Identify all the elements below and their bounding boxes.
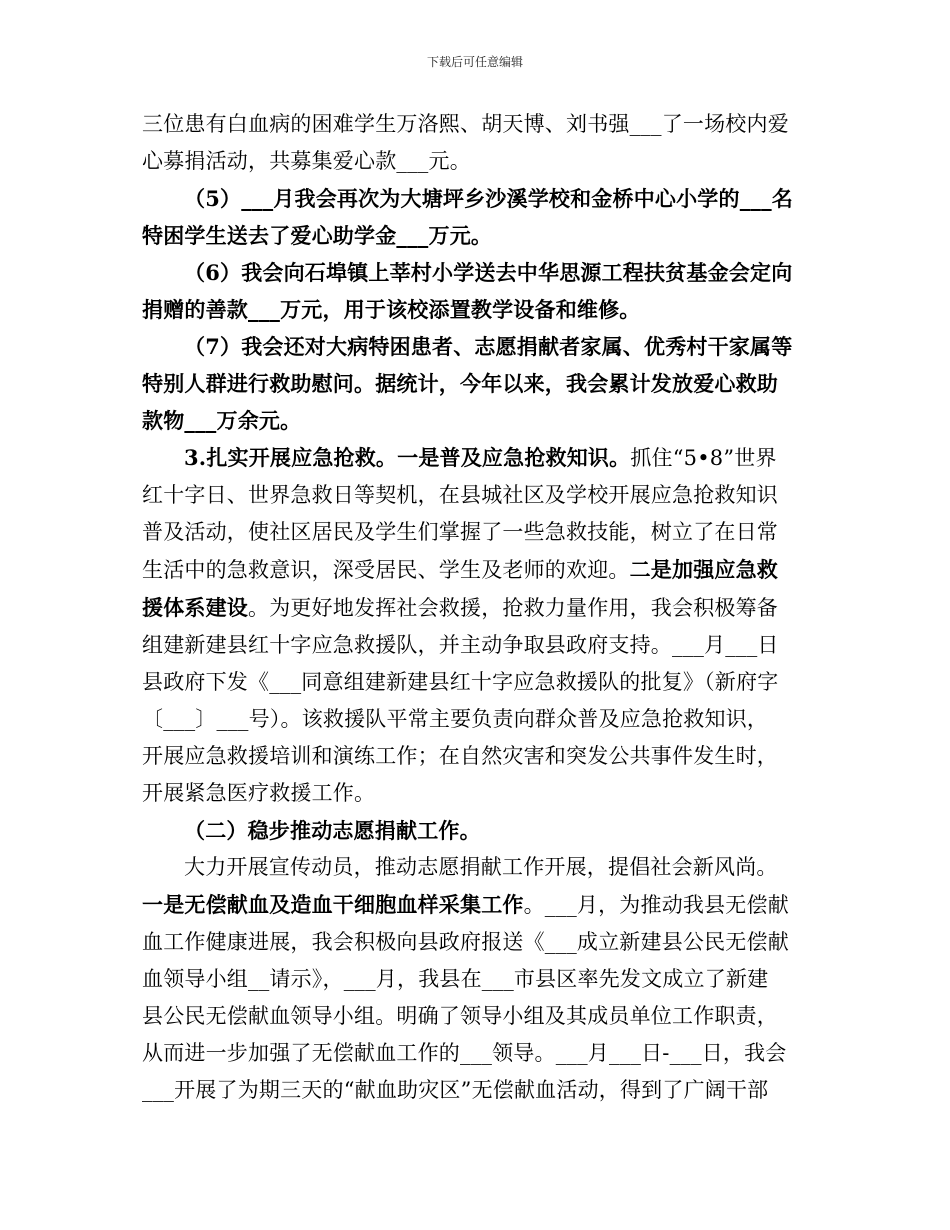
section-heading: （二）稳步推动志愿捐献工作。 [184,818,481,843]
paragraph-line: 开展紧急医疗救援工作。 [142,781,376,805]
text-run: 抓住“5•8”世界 [630,446,777,470]
document-body [142,106,812,1109]
paragraph-line: 款物___万余元。 [142,408,302,433]
paragraph-line: 心募捐活动，共募集爱心款___元。 [142,149,471,173]
paragraph-line: 县政府下发《___同意组建新建县红十字应急救援队的批复》（新府字 [142,670,779,694]
paragraph-line: 红十字日、世界急救日等契机，在县城社区及学校开展应急抢救知识 [142,483,778,507]
paragraph-line: 大力开展宣传动员，推动志愿捐献工作开展，提倡社会新风尚。 [184,855,778,879]
paragraph-line [142,551,812,589]
paragraph-line: （6）我会向石埠镇上莘村小学送去中华思源工程扶贫基金会定向 [184,260,793,285]
text-run: 生活中的急救意识，深受居民、学生及老师的欢迎。 [142,558,630,582]
text-run: 。为更好地发挥社会救援，抢救力量作用，我会积极筹备 [248,596,778,620]
paragraph-line: 组建新建县红十字应急救援队，并主动争取县政府支持。___月___日 [142,633,779,657]
paragraph-line: 血领导小组__请示》，___月，我县在___市县区率先发文成立了新建 [142,967,769,991]
paragraph-line: 普及活动，使社区居民及学生们掌握了一些急救技能，树立了在日常 [142,520,778,544]
paragraph-line: （7）我会还对大病特困患者、志愿捐献者家属、优秀村干家属等 [184,334,793,359]
paragraph-line: 开展应急救援培训和演练工作；在自然灾害和突发公共事件发生时， [142,744,778,768]
paragraph-line: 特困学生送去了爱心助学金___万元。 [142,223,493,248]
paragraph-line: 血工作健康进展，我会积极向县政府报送《___成立新建县公民无偿献 [142,930,789,954]
page-header: 下载后可任意编辑 [426,55,523,69]
paragraph-line: 捐赠的善款___万元，用于该校添置教学设备和维修。 [142,297,641,322]
bold-run: 二是加强应急救 [629,557,779,582]
paragraph-line [142,886,812,924]
paragraph-line: 〔___〕___号）。该救援队平常主要负责向群众普及应急抢救知识， [142,707,769,731]
paragraph-line: 县公民无偿献血领导小组。明确了领导小组及其成员单位工作职责， [142,1004,778,1028]
bold-run: 一是无偿献血及造血干细胞血样采集工作 [142,892,524,917]
paragraph-line: 特别人群进行救助慰问。据统计，今年以来，我会累计发放爱心救助 [142,371,778,396]
paragraph-line: （5）___月我会再次为大塘坪乡沙溪学校和金桥中心小学的___名 [184,186,794,211]
paragraph-line: 三位患有白血病的困难学生万洛熙、胡天博、刘书强___了一场校内爱 [142,112,789,136]
bold-run: 援体系建设 [142,595,248,620]
text-run: 。___月，为推动我县无偿献 [523,893,789,917]
paragraph-line: 从而进一步加强了无偿献血工作的___领导。___月___日-___日，我会 [142,1041,787,1065]
paragraph-line: ___开展了为期三天的“献血助灾区”无偿献血活动，得到了广阔干部 [142,1078,769,1102]
paragraph-line [142,589,812,627]
bold-run: 3.扎实开展应急抢救。一是普及应急抢救知识。 [184,445,631,470]
paragraph-line [142,439,812,477]
